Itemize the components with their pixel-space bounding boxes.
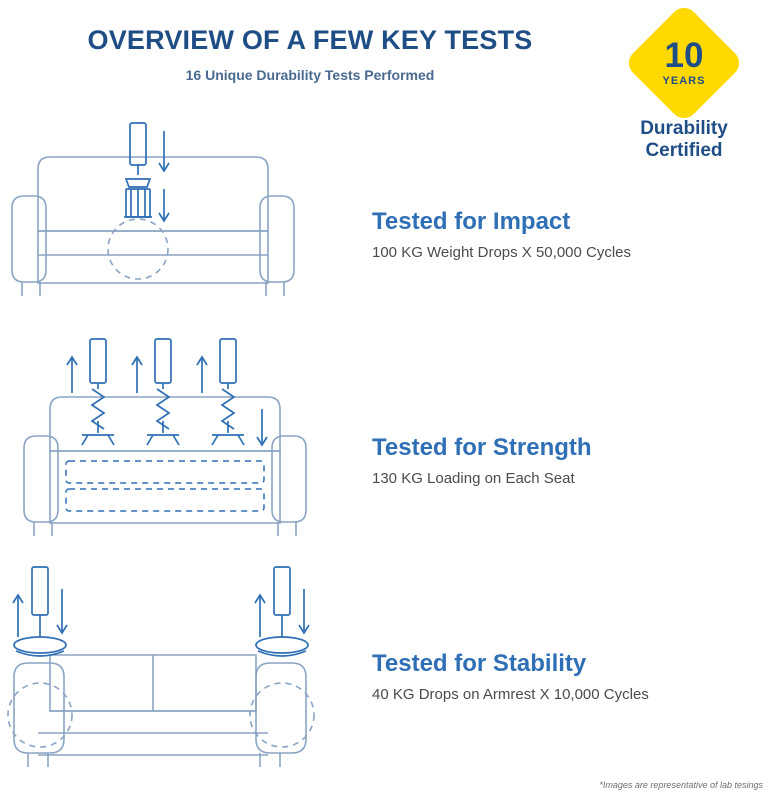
badge-caption-line2: Certified: [645, 139, 723, 161]
test-description: 40 KG Drops on Armrest X 10,000 Cycles: [372, 686, 649, 704]
badge-inner: [641, 20, 727, 106]
test-title: Tested for Stability: [372, 649, 587, 677]
test-row-stability: [0, 555, 779, 770]
test-text-stability: [372, 555, 772, 784]
badge-caption-line1: Durability: [640, 118, 728, 139]
test-description: 100 KG Weight Drops X 50,000 Cycles: [372, 244, 632, 262]
test-title: Tested for Impact: [372, 207, 571, 235]
footnote: *Images are representative of lab tesings: [599, 780, 763, 790]
badge-number: 10: [664, 36, 704, 76]
test-row-strength: [0, 325, 779, 540]
badge-years-label: YEARS: [662, 74, 706, 87]
page-title: OVERVIEW OF A FEW KEY TESTS: [87, 25, 533, 55]
illustration-stability: [4, 555, 354, 770]
page-header: [0, 26, 620, 83]
test-title: Tested for Strength: [372, 433, 592, 461]
page-subtitle: 16 Unique Durability Tests Performed: [185, 66, 435, 83]
test-text-strength: [372, 325, 772, 568]
test-text-impact: [372, 105, 772, 342]
test-row-impact: [0, 105, 779, 320]
illustration-strength: [4, 325, 354, 540]
test-description: 130 KG Loading on Each Seat: [372, 470, 575, 488]
illustration-impact: [4, 105, 354, 320]
